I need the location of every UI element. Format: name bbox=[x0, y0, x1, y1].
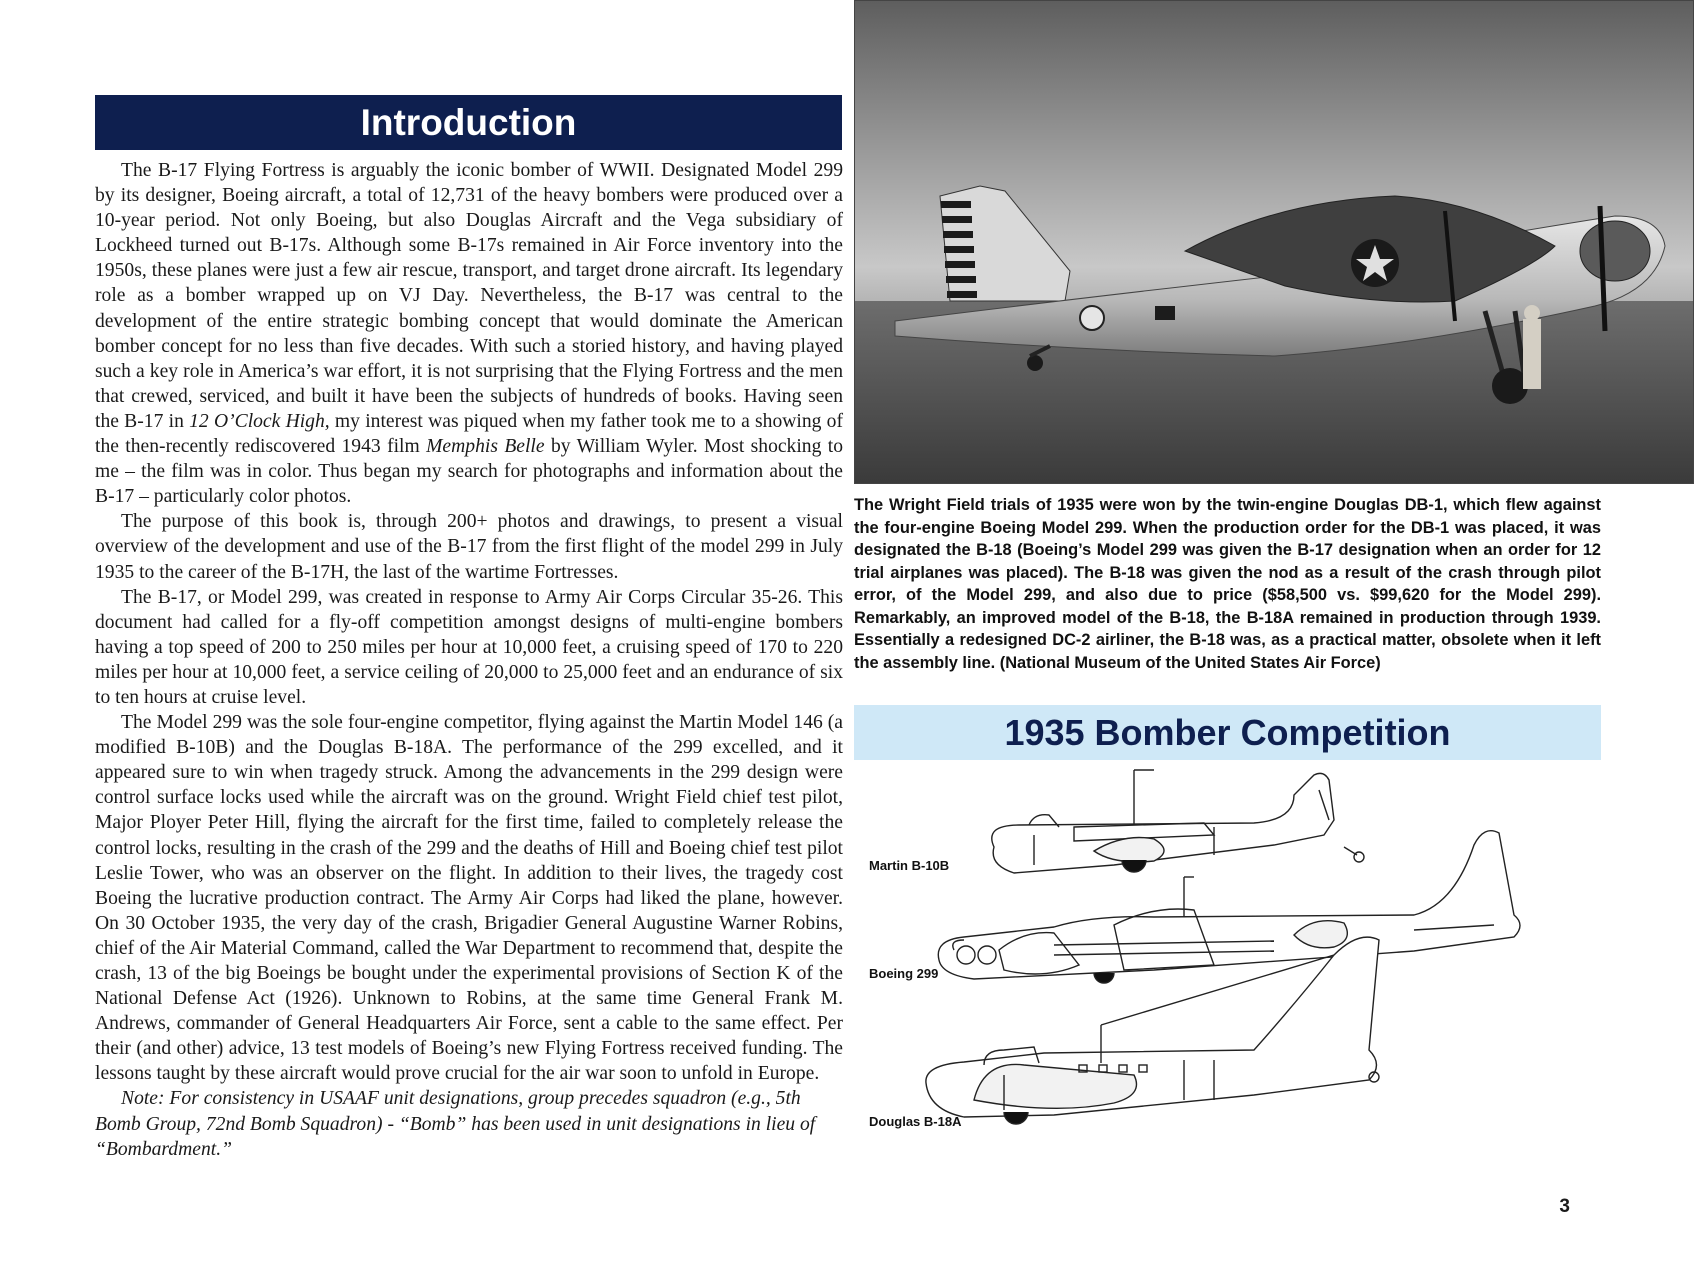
intro-paragraph-3: The B-17, or Model 299, was created in response to Army Air Corps Circular 35-26. This document had called for a fly-off competition amongst designs of multi-engine bombers having a top speed of 200 to 250 miles per hour at 10,000 feet, a cruising speed of 170 to 220 miles per hour at 10,000 feet, a service ceiling of 20,000 to 25,000 feet and an endurance of six to ten hours at cruise level. bbox=[95, 586, 843, 708]
introduction-body bbox=[95, 158, 843, 1162]
martin-b10b-drawing bbox=[992, 770, 1364, 873]
intro-paragraph-1: The B-17 Flying Fortress is arguably the iconic bomber of WWII. Designated Model 299 by its designer, Boeing aircraft, a total of 12,731 of the heavy bombers were produced over a 10-year period. Not only Boeing, but also Douglas Aircraft and the Vega subsidiary of Lockheed turned out B-17s. Although some B-17s remained in Air Force inventory into the 1950s, these planes were just a few air rescue, transport, and target drone aircraft. Its legendary role as a bomber wrapped up on VJ Day. Nevertheless, the B-17 was central to the development of the entire strategic bombing concept that would dominate the American bomber concept for no less than five decades. With such a storied history, and having played such a key role in America’s war effort, it is not surprising that the Flying Fortress and the men that crewed, serviced, and built it have been the subjects of hundreds of books. Having seen the B-17 in 12 O’Clock High, my interest was piqued when my father took me to a showing of the then-recently rediscovered 1943 film Memphis Belle by William Wyler. Most shocking to me – the film was in color. Thus began my search for photographs and information about the B-17 – particularly color photos. bbox=[95, 160, 844, 508]
label-douglas-b18a: Douglas B-18A bbox=[869, 1114, 962, 1129]
page-number: 3 bbox=[1559, 1196, 1570, 1217]
label-boeing-299: Boeing 299 bbox=[869, 966, 939, 981]
introduction-heading: Introduction bbox=[95, 95, 842, 150]
intro-paragraph-4: The Model 299 was the sole four-engine competitor, flying against the Martin Model 146 (a modified B-10B) and the Douglas B-18A. The performance of the 299 excelled, and it appeared sure to win when tragedy struck. Among the advancements in the 299 design were control surface locks used while the aircraft was on the ground. Wright Field chief test pilot, Major Ployer Peter Hill, flying the aircraft for the first time, failed to completely release the control locks, resulting in the crash of the 299 and the deaths of Hill and Boeing chief test pilot Leslie Tower, who was an observer on the flight. In addition to their lives, the tragedy cost Boeing the lucrative production contract. The Army Air Corps had liked the plane, however. On 30 October 1935, the very day of the crash, Brigadier General Augustine Warner Robins, chief of the Air Material Command, called the War Department to recommend that, despite the crash, 13 of the big Boeings be bought under the experimental provisions of Section K of the National Defense Act (1926). Unknown to Robins, at the same time General Frank M. Andrews, commander of General Headquarters Air Force, sent a cable to the same effect. Per their (and other) advice, 13 test models of Boeing’s new Flying Fortress received funding. The lessons taught by these aircraft would prove crucial for the air war soon to unfold in Europe. bbox=[95, 712, 843, 1085]
intro-paragraph-2: The purpose of this book is, through 200+ photos and drawings, to present a visual overview of the development and use of the B-17 from the first flight of the model 299 in July 1935 to the career of the B-17H, the last of the wartime Fortresses. bbox=[95, 511, 843, 583]
douglas-b18-photo bbox=[854, 0, 1694, 484]
competition-heading: 1935 Bomber Competition bbox=[854, 705, 1601, 760]
label-martin-b10b: Martin B-10B bbox=[869, 858, 950, 873]
photo-caption: The Wright Field trials of 1935 were won by the twin-engine Douglas DB-1, which flew against the four-engine Boeing Model 299. When the production order for the DB-1 was placed, it was designated the B-18 (Boeing’s Model 299 was given the B-17 designation when an order for 12 trial airplanes was placed). The B-18 was given the nod as a result of the crash through pilot error, of the Model 299, and also due to price ($58,500 vs. $99,620 for the Model 299). Remarkably, an improved model of the B-18, the B-18A remained in production through 1939. Essentially a redesigned DC-2 airliner, the B-18 was, as a practical matter, obsolete when it left the assembly line. (National Museum of the United States Air Force) bbox=[854, 496, 1601, 672]
intro-note: Note: For consistency in USAAF unit designations, group precedes squadron (e.g., 5th Bomb Group, 72nd Bomb Squadron) - “Bomb” has been used in unit designations in lieu of “Bombardment.” bbox=[95, 1088, 816, 1160]
bomber-profile-drawings bbox=[854, 765, 1694, 1195]
